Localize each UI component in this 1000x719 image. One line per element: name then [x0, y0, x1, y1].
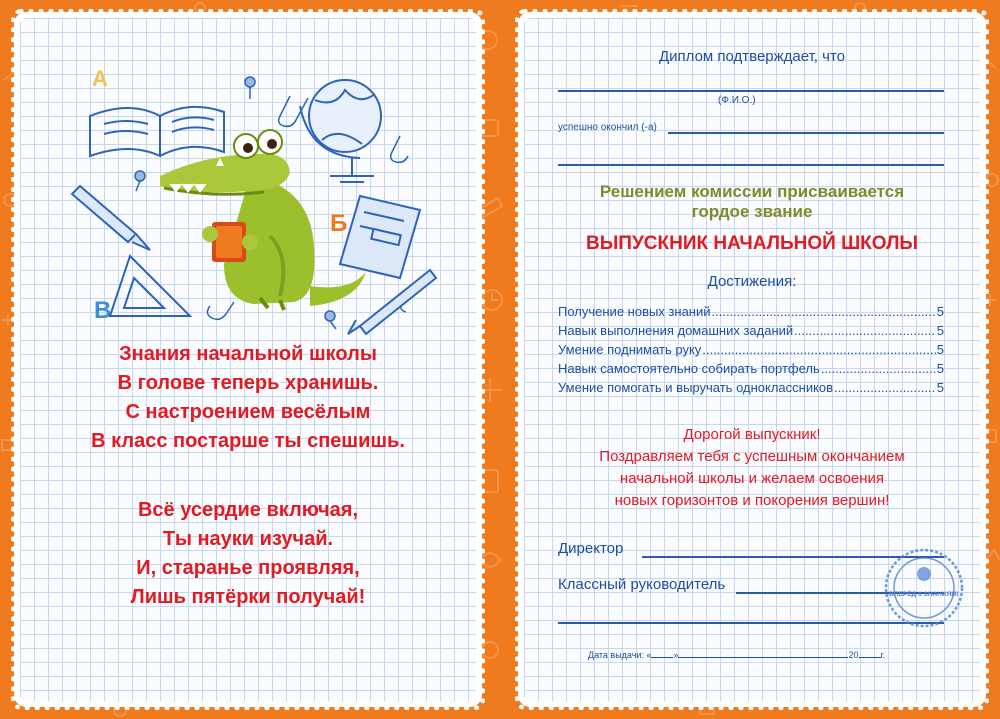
year-blank [859, 657, 881, 658]
leader-dots [794, 323, 936, 338]
achievements-list [558, 304, 944, 399]
right-page [524, 18, 980, 701]
poem-stanza-2 [20, 496, 476, 612]
leader-dots [712, 304, 936, 319]
congratulations [524, 424, 980, 512]
achievement-row [558, 304, 944, 323]
achievement-name: Умение помогать и выручать одноклассников [558, 380, 834, 395]
diploma-title: Диплом подтверждает, что [658, 48, 846, 65]
leader-dots [834, 380, 936, 395]
letter-v: В [94, 297, 112, 324]
achievement-row [558, 361, 944, 380]
decision-line: гордое звание [691, 202, 813, 221]
stamp-text: ВПЕРЁД К ЗНАНИЯМ! [889, 591, 959, 598]
globe-icon [300, 80, 381, 182]
achievement-score: 5 [936, 304, 944, 319]
school-line-2 [558, 164, 944, 166]
poem-line: В класс постарше ты спешишь. [91, 430, 405, 452]
ruler-triangle-icon [110, 256, 190, 316]
achievement-name: Навык выполнения домашних заданий [558, 323, 794, 338]
date-close-quote: » [673, 650, 679, 660]
congrats-line: Дорогой выпускник! [683, 426, 821, 443]
year-suffix: г. [880, 650, 886, 660]
congrats-line: начальной школы и желаем освоения [619, 470, 885, 487]
congrats-line: Поздравляем тебя с успешным окончанием [599, 448, 905, 465]
achievement-row [558, 342, 944, 361]
day-blank [651, 657, 673, 658]
letter-b: Б [330, 210, 348, 237]
poem-line: Знания начальной школы [119, 343, 377, 365]
notebook-icon [340, 196, 420, 278]
poem-line: Лишь пятёрки получай! [130, 586, 366, 608]
achievements-title: Достижения: [707, 273, 797, 290]
poem-line: И, старанье проявляя, [136, 557, 360, 579]
graduate-title: ВЫПУСКНИК НАЧАЛЬНОЙ ШКОЛЫ [585, 233, 919, 254]
school-line [668, 132, 944, 134]
stamp-icon [882, 546, 966, 630]
achievement-name: Получение новых знаний [558, 304, 711, 319]
poem-line: С настроением весёлым [125, 401, 371, 423]
poem-line: Ты науки изучай. [162, 528, 334, 550]
school-illustration [60, 36, 440, 336]
decision-line: Решением комиссии присваивается [599, 182, 905, 201]
year-prefix: 20 [848, 650, 859, 660]
congrats-line: новых горизонтов и покорения вершин! [614, 492, 890, 509]
achievement-score: 5 [936, 361, 944, 376]
poem-stanza-1 [20, 340, 476, 456]
finished-label: успешно окончил (-а) [558, 122, 657, 133]
teacher-label: Классный руководитель [558, 576, 726, 593]
director-label: Директор [558, 540, 624, 557]
month-blank [678, 657, 848, 658]
open-book-icon [90, 107, 224, 156]
leader-dots [821, 361, 936, 376]
fio-label: (Ф.И.О.) [718, 95, 756, 106]
achievement-name: Умение поднимать руку [558, 342, 702, 357]
pencil-icon [72, 186, 150, 250]
fio-line [558, 90, 944, 92]
achievement-score: 5 [936, 342, 944, 357]
achievement-row [558, 323, 944, 342]
achievement-score: 5 [936, 380, 944, 395]
poem-line: В голове теперь хранишь. [117, 372, 379, 394]
date-label: Дата выдачи: « [588, 650, 652, 660]
achievement-name: Навык самостоятельно собирать портфель [558, 361, 820, 376]
decision-text [524, 182, 980, 222]
achievement-row [558, 380, 944, 399]
left-page [20, 18, 476, 701]
poem-line: Всё усердие включая, [137, 499, 359, 521]
leader-dots [702, 342, 935, 357]
achievement-score: 5 [936, 323, 944, 338]
issue-date [588, 650, 885, 660]
letter-a: А [92, 66, 108, 91]
